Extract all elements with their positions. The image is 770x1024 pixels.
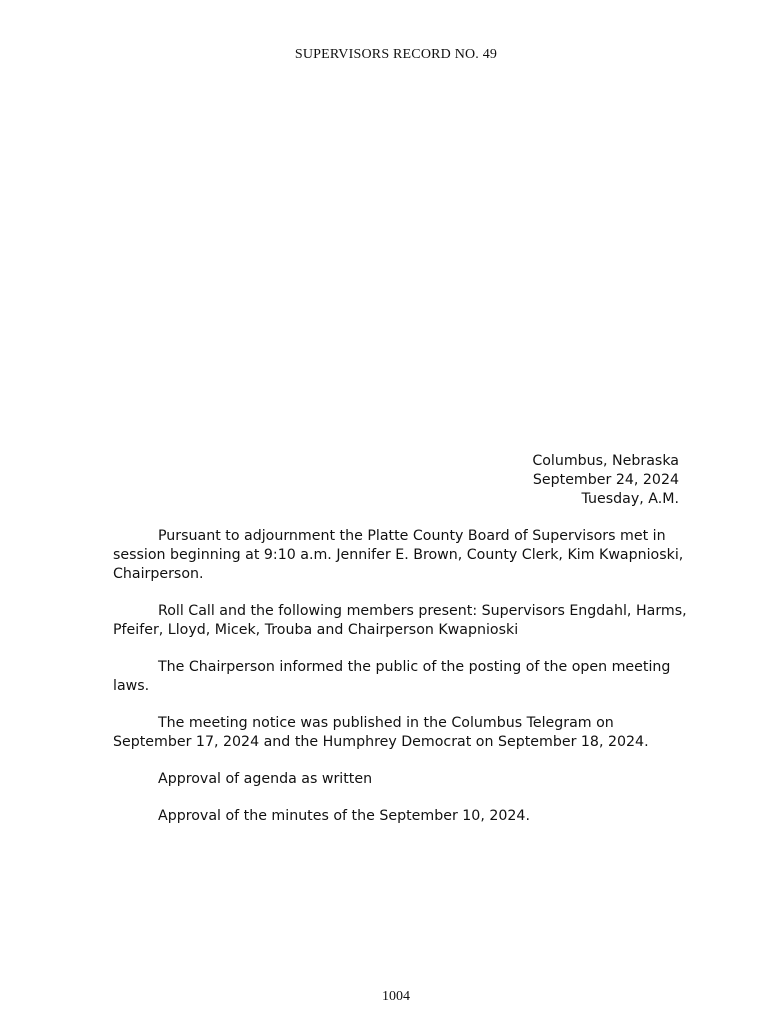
page-number: 1004 (382, 989, 410, 1004)
paragraph-adjournment: Pursuant to adjournment the Platte County Board of Supervisors met in session beginning at 9:10 a.m. Jennifer E. Brown, County Clerk, Kim Kwapnioski, Chairperson. (113, 528, 684, 582)
paragraph-open-meeting-laws: The Chairperson informed the public of the posting of the open meeting laws. (113, 659, 671, 694)
minutes-body (113, 527, 688, 844)
dateline-place: Columbus, Nebraska (532, 453, 679, 469)
paragraph-meeting-notice: The meeting notice was published in the Columbus Telegram on September 17, 2024 and the Humphrey Democrat on September 18, 2024. (113, 715, 649, 750)
dateline-session: Tuesday, A.M. (581, 491, 679, 507)
paragraph-roll-call: Roll Call and the following members present: Supervisors Engdahl, Harms, Pfeifer, Lloyd, Micek, Trouba and Chairperson Kwapnioski (113, 603, 687, 638)
record-header: SUPERVISORS RECORD NO. 49 (294, 47, 498, 62)
paragraph-minutes-approval: Approval of the minutes of the September 10, 2024. (158, 808, 530, 824)
dateline (532, 452, 679, 509)
paragraph-agenda-approval: Approval of agenda as written (158, 771, 373, 787)
dateline-date: September 24, 2024 (532, 472, 679, 488)
